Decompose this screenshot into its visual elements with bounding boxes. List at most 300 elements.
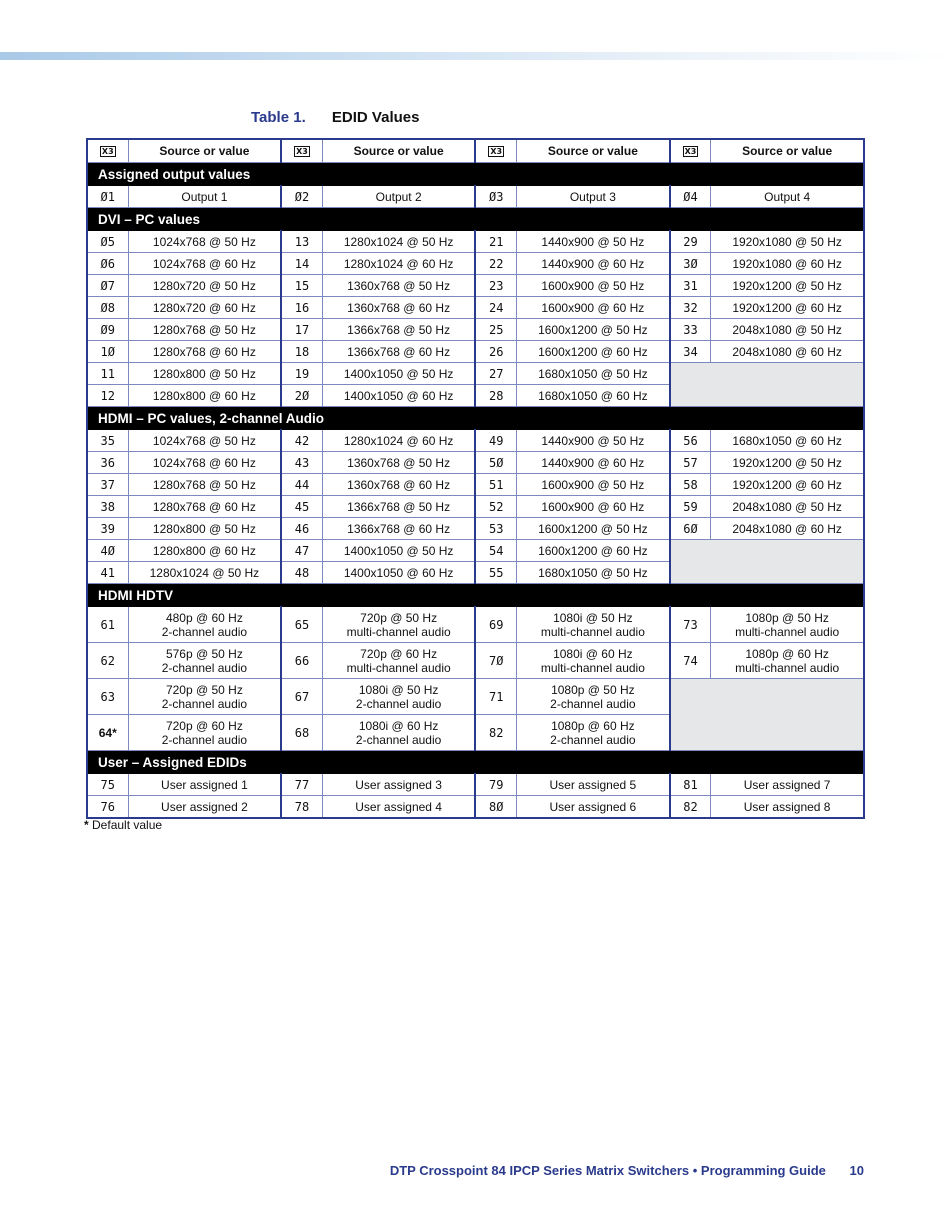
edid-code: 46 — [281, 518, 322, 540]
edid-value-line: 720p @ 60 Hz — [165, 718, 243, 733]
edid-code: Ø2 — [281, 186, 322, 208]
edid-code: 25 — [475, 319, 516, 341]
table-row — [87, 607, 864, 643]
edid-value — [128, 452, 281, 474]
edid-value-line: User assigned 6 — [549, 799, 637, 814]
edid-value-line: 1366x768 @ 60 Hz — [347, 344, 451, 359]
x3-icon: X3 — [490, 147, 503, 157]
edid-value-line: multi-channel audio — [735, 624, 840, 639]
edid-code: 35 — [87, 430, 128, 452]
edid-value-line: 2-channel audio — [550, 732, 636, 747]
section-title: Assigned output values — [87, 163, 864, 186]
edid-code: 51 — [475, 474, 516, 496]
edid-value — [322, 562, 475, 584]
edid-value-line: User assigned 3 — [355, 777, 442, 792]
edid-code: 32 — [670, 297, 711, 319]
edid-value — [128, 474, 281, 496]
table-row — [87, 679, 864, 715]
table-row — [87, 518, 864, 540]
edid-code: 58 — [670, 474, 711, 496]
edid-value — [128, 607, 281, 643]
section-header-row — [87, 208, 864, 231]
edid-code: Ø5 — [87, 231, 128, 253]
edid-code: 42 — [281, 430, 322, 452]
edid-value — [322, 430, 475, 452]
table-row — [87, 474, 864, 496]
header-x3-cell — [87, 139, 128, 163]
edid-value — [711, 796, 864, 819]
edid-value-line: 1366x768 @ 50 Hz — [347, 499, 451, 514]
edid-value-line: User assigned 1 — [161, 777, 248, 792]
edid-code: 14 — [281, 253, 322, 275]
edid-code: 11 — [87, 363, 128, 385]
table-row — [87, 186, 864, 208]
edid-code: 74 — [670, 643, 711, 679]
edid-value-line: 720p @ 50 Hz — [165, 682, 243, 697]
edid-value-line: User assigned 2 — [161, 799, 248, 814]
edid-code: 61 — [87, 607, 128, 643]
edid-value — [517, 679, 670, 715]
edid-value-line: 1280x800 @ 50 Hz — [152, 366, 256, 381]
edid-value — [128, 385, 281, 407]
edid-value — [517, 297, 670, 319]
edid-value — [517, 231, 670, 253]
edid-value-line: multi-channel audio — [540, 624, 645, 639]
edid-value — [128, 679, 281, 715]
edid-value-line: 2-channel audio — [161, 732, 248, 747]
table-caption — [251, 109, 419, 126]
table-row — [87, 297, 864, 319]
edid-code: Ø3 — [475, 186, 516, 208]
edid-code: Ø1 — [87, 186, 128, 208]
edid-value — [128, 363, 281, 385]
edid-code: 44 — [281, 474, 322, 496]
table-row — [87, 643, 864, 679]
edid-value-line: 2-channel audio — [161, 624, 248, 639]
edid-value-line: 1920x1200 @ 50 Hz — [732, 278, 842, 293]
edid-value-line: 1920x1080 @ 60 Hz — [732, 256, 842, 271]
empty-cell — [670, 679, 864, 751]
section-header-row — [87, 584, 864, 607]
edid-code: 33 — [670, 319, 711, 341]
table-row — [87, 796, 864, 819]
edid-value-line: 1080p @ 50 Hz — [745, 610, 829, 625]
edid-value — [128, 275, 281, 297]
edid-value-line: 1360x768 @ 50 Hz — [347, 278, 451, 293]
edid-code: 56 — [670, 430, 711, 452]
edid-value — [322, 253, 475, 275]
edid-value — [711, 319, 864, 341]
edid-value-line: 1080i @ 50 Hz — [553, 610, 633, 625]
page-footer — [390, 1163, 864, 1178]
edid-value — [322, 275, 475, 297]
edid-value-line: 2048x1080 @ 60 Hz — [732, 521, 842, 536]
section-title: HDMI HDTV — [87, 584, 864, 607]
edid-code: 34 — [670, 341, 711, 363]
footnote-text: Default value — [92, 818, 163, 832]
edid-value-line: 2048x1080 @ 50 Hz — [732, 499, 842, 514]
edid-code: 69 — [475, 607, 516, 643]
header-x3-cell — [670, 139, 711, 163]
edid-value-line: 1440x900 @ 60 Hz — [541, 256, 645, 271]
edid-code: 24 — [475, 297, 516, 319]
edid-value — [322, 319, 475, 341]
footnote — [84, 818, 162, 832]
section-header-row — [87, 407, 864, 430]
edid-code: 76 — [87, 796, 128, 819]
edid-value — [711, 518, 864, 540]
edid-value — [128, 496, 281, 518]
edid-value — [711, 774, 864, 796]
edid-value-line: 2048x1080 @ 60 Hz — [732, 344, 842, 359]
edid-value — [517, 275, 670, 297]
table-row — [87, 319, 864, 341]
section-title: DVI – PC values — [87, 208, 864, 231]
edid-code: 48 — [281, 562, 322, 584]
edid-value-line: 1600x1200 @ 50 Hz — [538, 322, 648, 337]
edid-value-line: 1680x1050 @ 50 Hz — [538, 366, 648, 381]
edid-value-line: 576p @ 50 Hz — [165, 646, 243, 661]
edid-value-line: Output 4 — [764, 189, 811, 204]
edid-value — [517, 562, 670, 584]
edid-code: 8Ø — [475, 796, 516, 819]
edid-value — [128, 715, 281, 751]
edid-value — [517, 186, 670, 208]
table-title: EDID Values — [331, 109, 420, 126]
edid-code: 13 — [281, 231, 322, 253]
edid-value — [322, 496, 475, 518]
edid-value — [322, 796, 475, 819]
edid-value — [711, 430, 864, 452]
edid-value-line: 1366x768 @ 50 Hz — [347, 322, 451, 337]
page-number: 10 — [849, 1163, 864, 1178]
edid-value-line: 1280x768 @ 60 Hz — [152, 344, 256, 359]
edid-code: 36 — [87, 452, 128, 474]
header-source-value: Source or value — [711, 139, 864, 163]
edid-value-line: 2-channel audio — [550, 696, 636, 711]
edid-value-line: 1680x1050 @ 60 Hz — [538, 388, 648, 403]
edid-code: 7Ø — [475, 643, 516, 679]
edid-code: 62 — [87, 643, 128, 679]
edid-value — [517, 774, 670, 796]
edid-code: 17 — [281, 319, 322, 341]
table-row — [87, 540, 864, 562]
edid-value-line: 1280x800 @ 60 Hz — [152, 543, 256, 558]
edid-value-line: 1280x720 @ 50 Hz — [152, 278, 256, 293]
edid-code: 63 — [87, 679, 128, 715]
edid-value-line: 1080i @ 60 Hz — [358, 718, 439, 733]
edid-value-line: 1440x900 @ 60 Hz — [541, 455, 645, 470]
edid-value — [128, 430, 281, 452]
edid-value-line: 1024x768 @ 60 Hz — [152, 256, 256, 271]
edid-code: Ø7 — [87, 275, 128, 297]
edid-value-line: 1400x1050 @ 50 Hz — [343, 543, 454, 558]
edid-code: 5Ø — [475, 452, 516, 474]
edid-value — [128, 319, 281, 341]
edid-code: 18 — [281, 341, 322, 363]
edid-code: 59 — [670, 496, 711, 518]
edid-value-line: 1600x900 @ 60 Hz — [541, 300, 645, 315]
table-row — [87, 430, 864, 452]
edid-code: Ø6 — [87, 253, 128, 275]
edid-value — [517, 319, 670, 341]
edid-code: 37 — [87, 474, 128, 496]
edid-code: 52 — [475, 496, 516, 518]
edid-value — [711, 186, 864, 208]
table-row — [87, 275, 864, 297]
edid-value-line: 1080p @ 50 Hz — [551, 682, 635, 697]
edid-code: 66 — [281, 643, 322, 679]
edid-value — [517, 253, 670, 275]
edid-code: 22 — [475, 253, 516, 275]
edid-code: 71 — [475, 679, 516, 715]
edid-value-line: 1600x1200 @ 60 Hz — [538, 344, 648, 359]
edid-code: 4Ø — [87, 540, 128, 562]
edid-value — [711, 474, 864, 496]
edid-value-line: 1400x1050 @ 50 Hz — [343, 366, 454, 381]
edid-code: 49 — [475, 430, 516, 452]
edid-value — [322, 474, 475, 496]
edid-code: 12 — [87, 385, 128, 407]
edid-value-line: User assigned 5 — [549, 777, 637, 792]
edid-code: 67 — [281, 679, 322, 715]
edid-value-line: 2048x1080 @ 50 Hz — [732, 322, 842, 337]
edid-value-line: 1280x768 @ 50 Hz — [152, 477, 256, 492]
edid-code: 64* — [87, 715, 128, 751]
table-header-row — [87, 139, 864, 163]
table-row — [87, 253, 864, 275]
edid-code: Ø4 — [670, 186, 711, 208]
edid-value — [517, 715, 670, 751]
edid-code: 19 — [281, 363, 322, 385]
edid-value-line: 1024x768 @ 60 Hz — [152, 455, 256, 470]
edid-value — [517, 430, 670, 452]
footer-title: DTP Crosspoint 84 IPCP Series Matrix Switchers • Programming Guide — [389, 1163, 826, 1178]
edid-value — [711, 253, 864, 275]
edid-value — [128, 796, 281, 819]
edid-code: 55 — [475, 562, 516, 584]
edid-code: 43 — [281, 452, 322, 474]
edid-code: 1Ø — [87, 341, 128, 363]
header-source-value: Source or value — [128, 139, 281, 163]
section-header-row — [87, 163, 864, 186]
edid-value-line: 1280x800 @ 60 Hz — [152, 388, 256, 403]
table-row — [87, 231, 864, 253]
edid-value-line: 1920x1080 @ 50 Hz — [732, 234, 842, 249]
header-source-value: Source or value — [322, 139, 475, 163]
x3-icon: X3 — [101, 147, 114, 157]
edid-code: 15 — [281, 275, 322, 297]
edid-value — [322, 679, 475, 715]
edid-code: 21 — [475, 231, 516, 253]
edid-value — [517, 496, 670, 518]
edid-value — [517, 643, 670, 679]
edid-value — [711, 231, 864, 253]
edid-value-line: 1024x768 @ 50 Hz — [152, 234, 256, 249]
edid-value-line: 1600x900 @ 50 Hz — [541, 278, 645, 293]
edid-value-line: 1920x1200 @ 60 Hz — [732, 477, 842, 492]
edid-code: 73 — [670, 607, 711, 643]
edid-code: 79 — [475, 774, 516, 796]
edid-value — [517, 341, 670, 363]
x3-icon: X3 — [296, 147, 308, 157]
edid-code: 45 — [281, 496, 322, 518]
edid-values-table — [86, 138, 865, 819]
edid-value-line: 1280x1024 @ 60 Hz — [343, 433, 454, 448]
section-title: HDMI – PC values, 2-channel Audio — [87, 407, 864, 430]
edid-value — [517, 363, 670, 385]
edid-value — [322, 452, 475, 474]
edid-value — [711, 275, 864, 297]
edid-value-line: 1600x900 @ 50 Hz — [541, 477, 645, 492]
edid-value-line: 1080p @ 60 Hz — [745, 646, 829, 661]
edid-value-line: 2-channel audio — [355, 696, 442, 711]
edid-value — [128, 231, 281, 253]
edid-value-line: 1400x1050 @ 60 Hz — [343, 565, 454, 580]
header-x3-cell — [281, 139, 322, 163]
table-row — [87, 363, 864, 385]
edid-value-line: User assigned 4 — [355, 799, 442, 814]
edid-value — [517, 540, 670, 562]
edid-value-line: 1680x1050 @ 60 Hz — [732, 433, 842, 448]
edid-value-line: 720p @ 60 Hz — [360, 646, 438, 661]
edid-value-line: 1600x900 @ 60 Hz — [541, 499, 645, 514]
edid-code: 2Ø — [281, 385, 322, 407]
edid-value-line: 1280x720 @ 60 Hz — [152, 300, 256, 315]
table-row — [87, 341, 864, 363]
edid-value — [128, 643, 281, 679]
edid-value — [517, 796, 670, 819]
edid-value — [128, 518, 281, 540]
edid-value-line: 1400x1050 @ 60 Hz — [343, 388, 454, 403]
edid-code: Ø8 — [87, 297, 128, 319]
edid-value — [128, 341, 281, 363]
edid-value-line: multi-channel audio — [540, 660, 645, 675]
table-number: Table 1. — [251, 109, 306, 126]
edid-code: 38 — [87, 496, 128, 518]
edid-code: 81 — [670, 774, 711, 796]
edid-value-line: 1280x1024 @ 50 Hz — [149, 565, 260, 580]
edid-code: 3Ø — [670, 253, 711, 275]
edid-value — [322, 297, 475, 319]
edid-value — [711, 643, 864, 679]
edid-code: 65 — [281, 607, 322, 643]
edid-value — [128, 186, 281, 208]
edid-code: 23 — [475, 275, 516, 297]
edid-code: 82 — [475, 715, 516, 751]
table-row — [87, 496, 864, 518]
edid-code: 68 — [281, 715, 322, 751]
edid-value-line: 2-channel audio — [161, 660, 248, 675]
edid-value-line: 1920x1200 @ 60 Hz — [732, 300, 842, 315]
edid-code: 6Ø — [670, 518, 711, 540]
edid-code: 78 — [281, 796, 322, 819]
edid-value-line: 1080i @ 50 Hz — [358, 682, 439, 697]
edid-value — [322, 186, 475, 208]
edid-code: 41 — [87, 562, 128, 584]
edid-code: 57 — [670, 452, 711, 474]
edid-value-line: 1440x900 @ 50 Hz — [541, 234, 645, 249]
edid-value-line: User assigned 7 — [743, 777, 831, 792]
edid-value-line: multi-channel audio — [346, 660, 451, 675]
edid-value — [322, 607, 475, 643]
edid-value — [128, 774, 281, 796]
edid-value-line: User assigned 8 — [743, 799, 831, 814]
edid-value-line: 1366x768 @ 60 Hz — [347, 521, 451, 536]
top-header-band — [0, 52, 950, 60]
edid-code: 16 — [281, 297, 322, 319]
edid-code: 47 — [281, 540, 322, 562]
edid-value-line: 1280x768 @ 50 Hz — [152, 322, 256, 337]
edid-code: 26 — [475, 341, 516, 363]
edid-value-line: multi-channel audio — [735, 660, 840, 675]
edid-value-line: 1024x768 @ 50 Hz — [152, 433, 256, 448]
edid-code: Ø9 — [87, 319, 128, 341]
edid-value-line: 1280x768 @ 60 Hz — [152, 499, 256, 514]
edid-value — [128, 253, 281, 275]
edid-value — [322, 540, 475, 562]
table-row — [87, 774, 864, 796]
edid-value — [711, 496, 864, 518]
footnote-mark: * — [84, 818, 89, 832]
x3-icon: X3 — [684, 147, 697, 157]
edid-code: 28 — [475, 385, 516, 407]
edid-value-line: 1080i @ 60 Hz — [553, 646, 633, 661]
edid-code: 39 — [87, 518, 128, 540]
edid-value-line: Output 1 — [181, 189, 228, 204]
edid-value-line: 2-channel audio — [161, 696, 248, 711]
edid-value — [517, 518, 670, 540]
edid-value — [128, 540, 281, 562]
edid-value-line: 1280x1024 @ 50 Hz — [343, 234, 454, 249]
table-row — [87, 452, 864, 474]
edid-value — [711, 297, 864, 319]
edid-code: 27 — [475, 363, 516, 385]
edid-code: 77 — [281, 774, 322, 796]
edid-value — [517, 452, 670, 474]
edid-value — [322, 341, 475, 363]
edid-value — [322, 231, 475, 253]
edid-value — [322, 518, 475, 540]
edid-value-line: 1600x1200 @ 60 Hz — [538, 543, 648, 558]
edid-value — [517, 474, 670, 496]
edid-value — [128, 297, 281, 319]
edid-value-line: 480p @ 60 Hz — [165, 610, 243, 625]
edid-value-line: 720p @ 50 Hz — [360, 610, 438, 625]
edid-value — [517, 607, 670, 643]
edid-code: 82 — [670, 796, 711, 819]
edid-value-line: 2-channel audio — [355, 732, 442, 747]
edid-value-line: 1440x900 @ 50 Hz — [541, 433, 645, 448]
edid-value-line: 1600x1200 @ 50 Hz — [538, 521, 648, 536]
edid-value — [322, 363, 475, 385]
edid-value-line: 1080p @ 60 Hz — [551, 718, 635, 733]
header-source-value: Source or value — [517, 139, 670, 163]
edid-value-line: multi-channel audio — [346, 624, 451, 639]
edid-value-line: Output 2 — [375, 189, 422, 204]
edid-value — [322, 385, 475, 407]
edid-value — [517, 385, 670, 407]
edid-code: 54 — [475, 540, 516, 562]
edid-value — [128, 562, 281, 584]
section-header-row — [87, 751, 864, 774]
edid-code: 31 — [670, 275, 711, 297]
empty-cell — [670, 540, 864, 584]
edid-code: 29 — [670, 231, 711, 253]
edid-code: 53 — [475, 518, 516, 540]
edid-code: 75 — [87, 774, 128, 796]
edid-value-line: 1360x768 @ 60 Hz — [347, 477, 451, 492]
